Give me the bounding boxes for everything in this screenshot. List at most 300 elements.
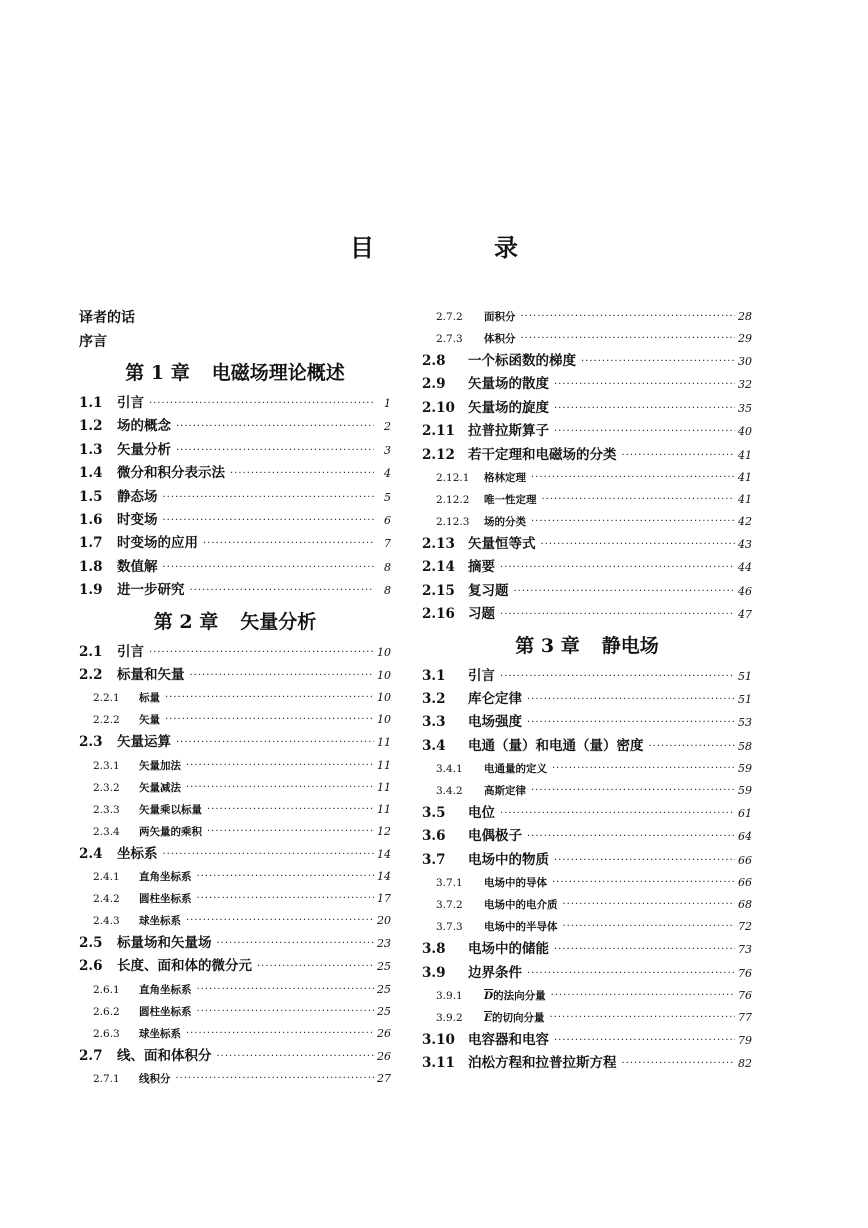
section-title-text: 唯一性定理 [484,493,537,506]
page-number: 73 [738,943,752,957]
toc-section-entry[interactable] [79,1045,391,1068]
dot-leader [163,509,375,532]
dot-leader [527,962,735,985]
section-number: 2.6 [79,958,103,975]
dot-leader [186,910,374,932]
page-number: 1 [384,397,391,410]
toc-section-entry[interactable] [422,444,752,467]
page-number: 64 [738,830,752,844]
vector-symbol: $\overline{E}$ [484,1012,493,1025]
page-number: 77 [738,1011,752,1025]
section-title-text: 矢量运算 [117,734,171,751]
page-number: 5 [384,490,391,504]
section-title [117,731,171,754]
toc-section-entry[interactable] [422,735,752,758]
dot-leader [176,1068,375,1090]
toc-subsection-entry[interactable] [79,910,391,932]
section-title [468,735,644,758]
section-title-text: 场的概念 [117,418,171,435]
section-title [468,665,495,688]
section-title [468,802,495,825]
section-title-text: 圆柱坐标系 [139,893,192,906]
section-title-text: 引言 [117,643,144,660]
section-title-text: 电场中的物质 [468,851,549,868]
toc-right-column [422,306,752,1076]
section-number: 3.7 [422,851,446,868]
section-title-text: 电通（量）和电通（量）密度 [468,737,644,754]
section-number: 2.3.2 [93,781,120,794]
toc-section-entry[interactable] [79,392,391,415]
toc-subsection-entry[interactable] [79,777,391,799]
dot-leader [207,799,374,821]
section-number: 3.3 [422,714,446,731]
dot-leader [197,979,375,1001]
section-number: 1.8 [79,558,103,575]
section-title [117,462,225,485]
toc-section-entry[interactable] [422,711,752,734]
section-title [468,580,509,603]
page-number: 23 [377,937,391,951]
dot-leader [186,755,374,777]
section-title [484,894,558,916]
section-title-text: 边界条件 [468,964,522,981]
dot-leader [207,821,374,843]
section-title [468,962,522,985]
page-number: 58 [738,739,752,753]
toc-left-column [79,306,391,1090]
toc-section-entry[interactable] [79,509,391,532]
section-number: 2.4.3 [93,915,120,928]
toc-section-entry[interactable] [422,603,752,626]
section-title-text: 高斯定律 [484,785,526,798]
toc-section-entry[interactable] [79,439,391,462]
page-number: 30 [738,355,752,368]
section-title [468,397,549,420]
section-title-text: 静态场 [117,488,158,505]
toc-subsection-entry[interactable] [422,511,752,533]
toc-section-entry[interactable] [422,420,752,443]
chapter-title: 静电场 [601,634,659,657]
dot-leader [500,802,735,825]
page-number: 25 [377,960,391,974]
section-number: 2.6.1 [93,983,120,996]
section-number: 3.1 [422,667,446,684]
dot-leader [149,641,374,664]
toc-section-entry[interactable] [422,962,752,985]
section-title-text: 两矢量的乘积 [139,825,202,838]
page-number: 35 [738,401,752,415]
dot-leader [165,709,374,731]
toc-section-entry[interactable] [422,533,752,556]
page-number: 79 [738,1034,752,1048]
section-number: 2.12 [422,446,455,463]
page-number: 42 [738,514,752,528]
section-title [468,373,549,396]
section-number: 2.3.3 [93,803,120,816]
toc-subsection-entry[interactable] [79,1068,391,1090]
section-title [139,755,181,777]
page-number: 53 [738,716,752,730]
toc-subsection-entry[interactable] [79,1001,391,1023]
dot-leader [521,328,736,350]
toc-section-entry[interactable] [79,932,391,955]
section-title-text: 拉普拉斯算子 [468,423,549,440]
page-number: 32 [738,378,752,392]
section-number: 2.3.1 [93,759,120,772]
dot-leader [190,664,375,687]
dot-leader [551,985,735,1007]
section-title [468,1029,549,1052]
toc-section-entry[interactable] [422,1029,752,1052]
dot-leader [554,1029,735,1052]
page-number: 41 [738,492,752,506]
toc-section-entry[interactable] [79,664,391,687]
page-number: 61 [738,807,752,821]
section-title-text: 泊松方程和拉普拉斯方程 [468,1055,617,1072]
section-title-text: 标量和矢量 [117,666,185,683]
toc-section-entry[interactable] [422,849,752,872]
toc-subsection-entry[interactable] [422,306,752,328]
toc-subsection-entry[interactable] [79,709,391,731]
section-title [468,533,536,556]
section-title [117,415,171,438]
toc-subsection-entry[interactable] [422,872,752,894]
section-number: 2.12.1 [436,471,470,484]
section-title [117,1045,212,1068]
toc-subsection-entry[interactable] [422,467,752,489]
section-title-text: 矢量分析 [117,441,171,458]
section-title-text: 球坐标系 [139,915,181,928]
front-matter-translator-note[interactable]: 译者的话 [79,310,135,326]
page-number: 25 [377,982,391,996]
section-number: 3.2 [422,690,446,707]
section-number: 3.4.2 [436,785,463,798]
section-title-text: 的法向分量 [493,990,546,1003]
dot-leader [622,1052,736,1075]
section-title [484,780,526,802]
toc-section-entry[interactable] [422,397,752,420]
toc-section-entry[interactable] [79,556,391,579]
dot-leader [563,894,736,916]
dot-leader [622,444,736,467]
section-number: 3.4 [422,737,446,754]
dot-leader [197,866,375,888]
page-number: 66 [738,853,752,867]
page-number: 8 [384,560,391,574]
dot-leader [527,688,735,711]
section-number: 2.15 [422,582,455,599]
section-number: 3.9.2 [436,1012,463,1025]
section-number: 2.3.4 [93,825,120,838]
chapter-title: 矢量分析 [240,610,317,633]
section-number: 3.7.2 [436,899,463,912]
dot-leader [649,735,736,758]
toc-section-entry[interactable] [422,825,752,848]
toc-subsection-entry[interactable] [422,916,752,938]
toc-subsection-entry[interactable] [79,888,391,910]
section-title [117,843,158,866]
section-title [484,328,516,350]
toc-subsection-entry[interactable] [79,866,391,888]
chapter-heading[interactable] [79,354,391,392]
section-title [139,1001,192,1023]
toc-section-entry[interactable] [79,462,391,485]
page-number: 12 [377,824,391,838]
section-title-text: 矢量乘以标量 [139,803,202,816]
toc-section-entry[interactable] [422,1052,752,1075]
toc-section-entry[interactable] [79,532,391,555]
section-number: 3.7.1 [436,877,463,890]
page-number: 14 [377,847,391,861]
section-number: 3.10 [422,1032,455,1049]
chapter-heading[interactable] [422,627,752,665]
section-title-text: 电偶极子 [468,828,522,845]
page-number: 29 [738,332,752,345]
toc-subsection-entry[interactable] [79,755,391,777]
section-title [139,888,192,910]
dot-leader [527,825,735,848]
page-number: 11 [377,758,391,772]
toc-subsection-entry[interactable] [79,1023,391,1045]
dot-leader [531,511,735,533]
dot-leader [563,916,736,938]
section-number: 2.4 [79,845,103,862]
section-title-text: 若干定理和电磁场的分类 [468,446,617,463]
section-title-text: 直角坐标系 [139,983,192,996]
toc-section-entry[interactable] [422,350,752,373]
section-title [117,579,185,602]
section-title [139,1068,171,1090]
section-number: 3.9 [422,964,446,981]
toc-subsection-entry[interactable] [422,758,752,780]
toc-section-entry[interactable] [79,731,391,754]
page-number: 11 [377,802,391,816]
chapter-heading[interactable] [79,603,391,641]
section-title [484,467,526,489]
section-title-text: 坐标系 [117,845,158,862]
toc-subsection-entry[interactable] [79,821,391,843]
page-number: 25 [377,1004,391,1018]
toc-section-entry[interactable] [422,580,752,603]
section-title-text: 电通量的定义 [484,763,547,776]
section-title-text: 习题 [468,606,495,623]
toc-section-entry[interactable] [79,579,391,602]
section-number: 2.13 [422,535,455,552]
dot-leader [165,687,374,709]
page-number: 76 [738,966,752,980]
dot-leader [521,306,736,328]
dot-leader [176,415,374,438]
dot-leader [581,350,735,373]
toc-subsection-entry[interactable] [422,328,752,350]
toc-subsection-entry[interactable] [422,489,752,511]
section-number: 2.1 [79,643,103,660]
toc-section-entry[interactable] [79,843,391,866]
toc-section-entry[interactable] [422,938,752,961]
section-title [468,420,549,443]
section-title [484,916,558,938]
toc-subsection-entry[interactable] [422,1007,752,1029]
section-title-text: 电场中的储能 [468,941,549,958]
dot-leader [217,1045,375,1068]
section-title-text: 电场中的电介质 [484,899,558,912]
section-title [484,511,526,533]
section-number: 1.9 [79,582,103,599]
dot-leader [230,462,374,485]
section-title [139,821,202,843]
section-title-text: 引言 [117,395,144,411]
toc-section-entry[interactable] [79,955,391,978]
section-title-text: 格林定理 [484,471,526,484]
section-title-text: 的切向分量 [492,1012,545,1025]
dot-leader [500,603,735,626]
section-number: 2.7.3 [436,333,463,345]
dot-leader [163,486,375,509]
page-number: 10 [377,713,391,727]
section-number: 2.5 [79,935,103,952]
page-number: 3 [384,443,391,457]
section-number: 2.2 [79,666,103,683]
toc-section-entry[interactable] [79,415,391,438]
section-number: 2.16 [422,606,455,623]
toc-subsection-entry[interactable] [79,979,391,1001]
section-title-text: 微分和积分表示法 [117,465,225,482]
section-number: 2.11 [422,423,455,440]
section-title-text: 数值解 [117,558,158,575]
chapter-title: 电磁场理论概述 [211,362,345,384]
dot-leader [197,1001,375,1023]
section-title [468,688,522,711]
toc-section-entry[interactable] [422,665,752,688]
section-title-text: 矢量加法 [139,759,181,772]
section-title [117,641,144,664]
section-title [468,556,495,579]
section-title [139,709,160,731]
section-number: 3.5 [422,805,446,822]
section-title-text: 进一步研究 [117,582,185,599]
page-number: 17 [377,892,391,906]
section-number: 2.9 [422,376,446,393]
section-title-text: 电场中的半导体 [484,921,558,934]
section-title [468,711,522,734]
section-number: 3.9.1 [436,990,463,1003]
section-title-text: 矢量场的散度 [468,376,549,393]
toc-subsection-entry[interactable] [422,985,752,1007]
dot-leader [149,392,374,415]
dot-leader [550,1007,735,1029]
section-title [468,1052,617,1075]
page-number: 41 [738,470,752,484]
section-number: 1.2 [79,418,103,435]
toc-subsection-entry[interactable] [79,799,391,821]
section-number: 1.5 [79,488,103,505]
dot-leader [552,758,735,780]
toc-section-entry[interactable] [422,373,752,396]
section-number: 2.2.1 [93,692,120,705]
section-number: 2.4.2 [93,893,120,906]
section-title [468,825,522,848]
toc-subsection-entry[interactable] [79,687,391,709]
section-title-text: 面积分 [484,311,516,323]
section-number: 3.8 [422,941,446,958]
dot-leader [500,556,735,579]
section-title-text: 线、面和体积分 [117,1047,212,1064]
section-number: 2.10 [422,399,455,416]
dot-leader [186,777,374,799]
section-title [139,799,202,821]
section-number: 2.7.2 [436,311,463,323]
dot-leader [541,533,736,556]
section-number: 3.11 [422,1055,455,1072]
page-number: 2 [384,420,391,434]
toc-section-entry[interactable] [79,641,391,664]
toc-section-entry[interactable] [79,486,391,509]
page-number: 43 [738,537,752,551]
section-title [484,872,547,894]
page-number: 59 [738,784,752,798]
section-title-text: 引言 [468,667,495,684]
section-title [117,392,144,415]
toc-section-entry[interactable] [422,556,752,579]
section-number: 2.14 [422,559,455,576]
page-number: 41 [738,448,752,462]
section-number: 2.2.2 [93,714,120,727]
section-title [139,910,181,932]
toc-subsection-entry[interactable] [422,894,752,916]
toc-section-entry[interactable] [422,802,752,825]
section-title-text: 直角坐标系 [139,871,192,884]
section-number: 2.8 [422,353,446,369]
section-number: 2.7.1 [93,1073,120,1086]
dot-leader [176,439,374,462]
toc-section-entry[interactable] [422,688,752,711]
page-number: 7 [384,537,391,551]
page-number: 14 [377,870,391,884]
section-title-text: 线积分 [139,1073,171,1086]
section-title-text: 矢量减法 [139,781,181,794]
dot-leader [527,711,735,734]
dot-leader [542,489,736,511]
section-title [468,849,549,872]
section-title-text: 一个标函数的梯度 [468,353,576,369]
front-matter-preface[interactable]: 序言 [79,334,107,350]
page-number: 47 [738,608,752,622]
chapter-number: 第 2 章 [153,610,219,633]
section-title [117,439,171,462]
page-number: 44 [738,561,752,575]
toc-subsection-entry[interactable] [422,780,752,802]
section-title [139,687,160,709]
dot-leader [554,938,735,961]
dot-leader [163,843,375,866]
section-title-text: 摘要 [468,559,495,576]
section-title-text: 体积分 [484,333,516,345]
dot-leader [500,665,735,688]
section-title-text: 电场中的导体 [484,877,547,890]
page-number: 40 [738,425,752,439]
section-number: 2.12.3 [436,515,470,528]
section-title [117,532,198,555]
section-title [117,955,252,978]
section-title-text: 时变场 [117,511,158,528]
page-number: 11 [377,736,391,750]
section-title-text: 电场强度 [468,714,522,731]
dot-leader [190,579,375,602]
page-number: 27 [377,1072,391,1086]
vector-symbol: $\overline{D}$ [484,990,494,1003]
page-number: 66 [738,876,752,890]
section-title [468,444,617,467]
